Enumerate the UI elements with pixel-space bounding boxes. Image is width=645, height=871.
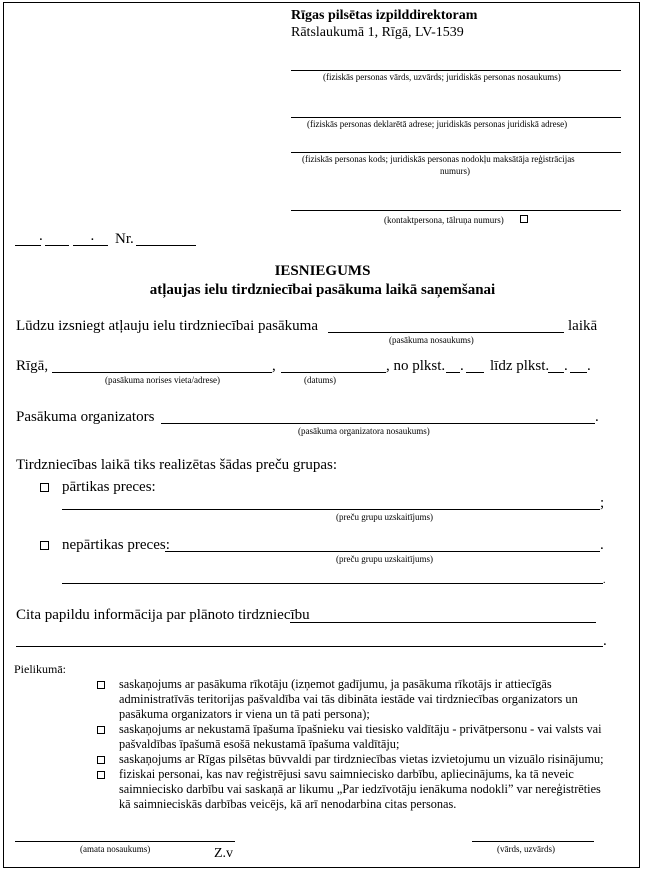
date-year-line[interactable] (73, 245, 108, 246)
to-minute-line[interactable] (570, 372, 587, 373)
organizer-end: . (595, 409, 599, 425)
contact-caption: (kontaktpersona, tālruņa numurs) (384, 215, 504, 225)
attachment-checkbox-4[interactable] (97, 771, 105, 779)
request-end-dot: . (587, 358, 591, 374)
place-comma: , (272, 358, 276, 374)
applicant-code-line[interactable] (291, 152, 621, 153)
other-info-label: Cita papildu informācija par plānoto tirdzniecību (16, 607, 310, 623)
applicant-code-caption: (fiziskās personas kods; juridiskās personas nodokļu maksātāja reģistrācijas (302, 154, 575, 164)
attachment-2-line-1: saskaņojums ar nekustamā īpašuma īpašnieku vai tiesisko valdītāju - privātpersonu - vai valsts vai (119, 722, 602, 736)
food-goods-checkbox[interactable] (40, 483, 49, 492)
nonfood-goods-end-dot: . (603, 575, 606, 586)
nonfood-goods-checkbox[interactable] (40, 541, 49, 550)
attachment-1-line-1: saskaņojums ar pasākuma rīkotāju (izņemot gadījumu, ja pasākuma rīkotājs ir attiecīgās (119, 677, 552, 691)
food-goods-caption: (preču grupu uzskaitījums) (336, 512, 433, 522)
document-subtitle: atļaujas ielu tirdzniecībai pasākuma laikā saņemšanai (149, 282, 496, 298)
seal-label: Z.v (214, 846, 234, 861)
goods-heading: Tirdzniecības laikā tiks realizētas šādas preču grupas: (16, 457, 338, 473)
applicant-address-caption: (fiziskās personas deklarētā adrese; juridiskās personas juridiskā adrese) (307, 119, 568, 129)
time-from-label: , no plkst. (386, 358, 446, 374)
number-line[interactable] (136, 245, 196, 246)
applicant-name-line[interactable] (291, 70, 621, 71)
other-info-line[interactable] (290, 622, 596, 623)
from-hour-line[interactable] (446, 372, 460, 373)
recipient-title: Rīgas pilsētas izpilddirektoram (291, 8, 478, 23)
attachment-4-line-2: saimniecisko darbību vai saskaņā ar likumu „Par iedzīvotāju ienākuma nodokli” var nereģistrēties (119, 782, 601, 796)
name-line[interactable] (472, 841, 594, 842)
applicant-address-line[interactable] (291, 117, 621, 118)
place-label: Rīgā, (16, 358, 49, 374)
attachment-checkbox-1[interactable] (97, 681, 105, 689)
position-caption: (amata nosaukums) (80, 844, 151, 854)
applicant-code-caption-2: numurs) (440, 166, 470, 176)
time-to-label: līdz plkst. (490, 358, 550, 374)
recipient-address: Rātslaukumā 1, Rīgā, LV-1539 (291, 25, 464, 40)
organizer-caption: (pasākuma organizatora nosaukums) (298, 426, 430, 436)
food-goods-line[interactable] (62, 509, 600, 510)
event-name-line[interactable] (328, 332, 564, 333)
place-line[interactable] (52, 372, 272, 373)
document-title: IESNIEGUMS (274, 263, 371, 279)
date-month-line[interactable] (45, 245, 69, 246)
nonfood-goods-end: . (600, 537, 604, 553)
request-text: Lūdzu izsniegt atļauju ielu tirdzniecībai pasākuma (16, 318, 318, 334)
date-field-line[interactable] (281, 372, 386, 373)
from-dot: . (460, 358, 464, 374)
contact-checkbox[interactable] (520, 215, 528, 223)
from-minute-line[interactable] (466, 372, 484, 373)
date-caption: (datums) (304, 375, 336, 385)
date-dots: . . (39, 228, 117, 244)
nonfood-goods-line-2[interactable] (62, 583, 603, 584)
other-info-line-2[interactable] (16, 646, 603, 647)
attachment-2-line-2: pašvaldības īpašumā esošā nekustamā īpašuma valdītāju; (119, 737, 400, 751)
attachment-checkbox-2[interactable] (97, 726, 105, 734)
other-info-end: . (603, 633, 607, 649)
applicant-name-caption: (fiziskās personas vārds, uzvārds; juridiskās personas nosaukums) (323, 72, 561, 82)
attachment-3-line-1: saskaņojums ar Rīgas pilsētas būvvaldi par tirdzniecības vietas izvietojumu un vizuālo risinājumu; (119, 752, 604, 766)
to-dot: . (564, 358, 568, 374)
attachment-4-line-1: fiziskai personai, kas nav reģistrējusi savu saimniecisko darbību, apliecinājums, ka tā neveic (119, 767, 574, 781)
nonfood-goods-label: nepārtikas preces: (62, 537, 170, 553)
attachment-1-line-3: pasākuma organizators ir viena un tā pati persona); (119, 707, 370, 721)
number-label: Nr. (115, 231, 134, 247)
name-caption: (vārds, uzvārds) (497, 844, 555, 854)
contact-line[interactable] (291, 210, 621, 211)
attachment-checkbox-3[interactable] (97, 756, 105, 764)
to-hour-line[interactable] (548, 372, 564, 373)
organizer-line[interactable] (161, 423, 595, 424)
organizer-label: Pasākuma organizators (16, 409, 155, 425)
food-goods-label: pārtikas preces: (62, 479, 156, 495)
attachment-4-line-3: kā saimnieciskās darbības veicējs, kā arī nenodarbina citas personas. (119, 797, 457, 811)
attachments-label: Pielikumā: (14, 662, 66, 676)
nonfood-goods-line[interactable] (165, 551, 600, 552)
position-line[interactable] (15, 841, 235, 842)
nonfood-goods-caption: (preču grupu uzskaitījums) (336, 554, 433, 564)
date-day-line[interactable] (15, 245, 41, 246)
request-end-text: laikā (568, 318, 598, 334)
food-goods-end: ; (600, 495, 605, 511)
place-caption: (pasākuma norises vieta/adrese) (105, 375, 220, 385)
attachment-1-line-2: administratīvās teritorijas pašvaldība vai tās dibināta iestāde vai tirdzniecības organizators un (119, 692, 578, 706)
event-name-caption: (pasākuma nosaukums) (389, 335, 474, 345)
